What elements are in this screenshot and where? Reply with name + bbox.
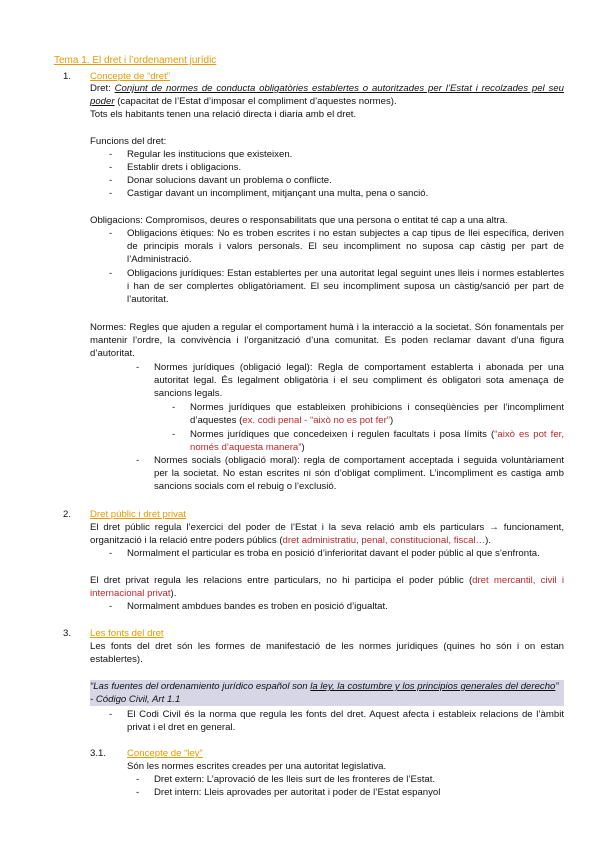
quote-underlined: la ley, la costumbre y los principios generales del derecho [310, 681, 556, 692]
bullet-dash: - [109, 162, 113, 173]
quote-end: ” - Código Civil, Art 1.1 [90, 681, 559, 705]
bullet-dash: - [109, 228, 113, 239]
bullet-dash: - [109, 268, 113, 279]
bullet-dash: - [136, 362, 140, 373]
funcio-item: Regular les institucions que existeixen. [127, 149, 293, 160]
dret-label: Dret: [90, 83, 115, 94]
section-2-number: 2. [63, 509, 72, 520]
nj-sub1-example: ex. codi penal - “això no es pot fer” [242, 415, 390, 426]
dret-definition [90, 82, 564, 108]
obligacions-intro: Obligacions: Compromisos, deures o responsabilitats que una persona o entitat té cap a una altra. [90, 215, 508, 226]
section-2-heading: Dret públic i dret privat [90, 509, 186, 520]
dret-definition-rest: (capacitat de l’Estat d’imposar el compliment d’aquestes normes). [114, 96, 397, 107]
nj-sub1-text: Normes jurídiques que estableixen prohibicions i conseqüències per l’incompliment d’aquestes ( [190, 402, 564, 426]
bullet-dash: - [109, 548, 113, 559]
normes-juridiques-prohibicions [190, 401, 564, 427]
obligacions-juridiques: Obligacions jurídiques: Estan establertes per una autoritat legal seguint unes lleis i normes establertes i han de ser complertes obligatòriament. El seu incompliment suposa un càstig/sanció per part de l’autoritat. [127, 268, 564, 305]
bullet-dash: - [109, 188, 113, 199]
normes-juridiques: Normes jurídiques (obligació legal): Regla de comportament establerta i abonada per una autoritat legal. És legalment obligatòria i el seu compliment és obligatori sota amenaça de sancions legals. [154, 362, 564, 399]
nj-sub1-end: ) [389, 415, 394, 426]
dret-intern-item: Dret intern: Lleis aprovades per autoritat i poder de l’Estat espanyol [154, 787, 441, 798]
bullet-dash: - [136, 774, 140, 785]
normes-socials: Normes socials (obligació moral): regla de comportament acceptada i seguida voluntàriament per la societat. No estan escrites ni són d’obligat compliment. L’incompliment es castiga amb sancions socials com el rebuig o l’exclusió. [154, 455, 564, 492]
fonts-paragraph: Les fonts del dret són les formes de manifestació de les normes jurídiques (quines ho són i on estan establertes). [90, 641, 564, 665]
dret-privat-end: ). [170, 588, 177, 599]
document-title: Tema 1. El dret i l’ordenament jurídic [54, 55, 217, 66]
bullet-dash: - [109, 175, 113, 186]
bullet-dash: - [109, 601, 113, 612]
dret-public-examples: dret administratiu, penal, constitucional, fiscal… [282, 535, 486, 546]
bullet-dash: - [172, 402, 176, 413]
dret-definition-emphasis: Conjunt de normes de conducta obligatòries establertes o autoritzades per l’Estat i recolzades pel seu poder [90, 83, 564, 107]
funcio-item: Establir drets i obligacions. [127, 162, 242, 173]
codi-civil-quote [90, 680, 564, 706]
dret-public-end: ). [485, 535, 492, 546]
bullet-dash: - [172, 429, 176, 440]
section-3-1-heading: Concepte de “ley” [127, 748, 203, 759]
section-3-heading: Les fonts del dret [90, 628, 164, 639]
section-1-heading: Concepte de “dret” [90, 71, 170, 82]
dret-public-text: El dret públic regula l’exercici del poder de l’Estat i la seva relació amb els particulars → funcionament, organització i la relació entre poders públics ( [90, 522, 564, 546]
normes-juridiques-facultats [190, 428, 564, 454]
bullet-dash: - [109, 709, 113, 720]
funcions-title: Funcions del dret: [90, 136, 167, 147]
nj-sub2-end: ) [301, 442, 305, 453]
quote-start: “Las fuentes del ordenamiento jurídico español son [90, 681, 311, 692]
section-3-1-number: 3.1. [90, 748, 107, 759]
bullet-dash: - [136, 787, 140, 798]
section-3-number: 3. [63, 628, 72, 639]
obligacions-etiques: Obligacions ètiques: No es troben escrites i no estan subjectes a cap tipus de llei específica, deriven de principis morals i valors personals. El seu incompliment no suposa cap càstig per part de l’Administració. [127, 228, 564, 265]
dret-privat-paragraph [90, 574, 564, 600]
section-1-number: 1. [63, 71, 72, 82]
funcio-item: Donar solucions davant un problema o conflicte. [127, 175, 332, 186]
codi-civil-item: El Codi Civil és la norma que regula les fonts del dret. Aquest afecta i estableix relacions de l’àmbit privat i el dret en general. [127, 709, 564, 733]
nj-sub2-example: “això es pot fer, només d’aquesta manera” [190, 429, 565, 453]
dret-privat-text: El dret privat regula les relacions entre particulars, no hi participa el poder públic ( [90, 575, 473, 586]
bullet-dash: - [136, 455, 140, 466]
normes-intro: Normes: Regles que ajuden a regular el comportament humà i la interacció a la societat. Són fonamentals per mantenir l’ordre, la convivència i l’organització d’una comunitat. Es poden reclamar davant d’una figura d’autoritat. [90, 322, 564, 359]
dret-public-paragraph [90, 521, 564, 547]
dret-line: Tots els habitants tenen una relació directa i diaria amb el dret. [90, 109, 357, 120]
dret-privat-item: Normalment ambdues bandes es troben en posició d’igualtat. [127, 601, 388, 612]
funcio-item: Castigar davant un incompliment, mitjançant una multa, pena o sanció. [127, 188, 429, 199]
dret-public-item: Normalment el particular es troba en posició d’inferioritat davant el poder públic al que s’enfronta. [127, 548, 540, 559]
dret-privat-examples: dret mercantil, civil i internacional privat [90, 575, 565, 599]
dret-extern-item: Dret extern: L’aprovació de les lleis surt de les fronteres de l’Estat. [154, 774, 436, 785]
bullet-dash: - [109, 149, 113, 160]
nj-sub2-text: Normes jurídiques que concedeixen i regulen facultats i posa límits ( [190, 429, 495, 440]
ley-paragraph: Són les normes escrites creades per una autoritat legislativa. [127, 761, 387, 772]
